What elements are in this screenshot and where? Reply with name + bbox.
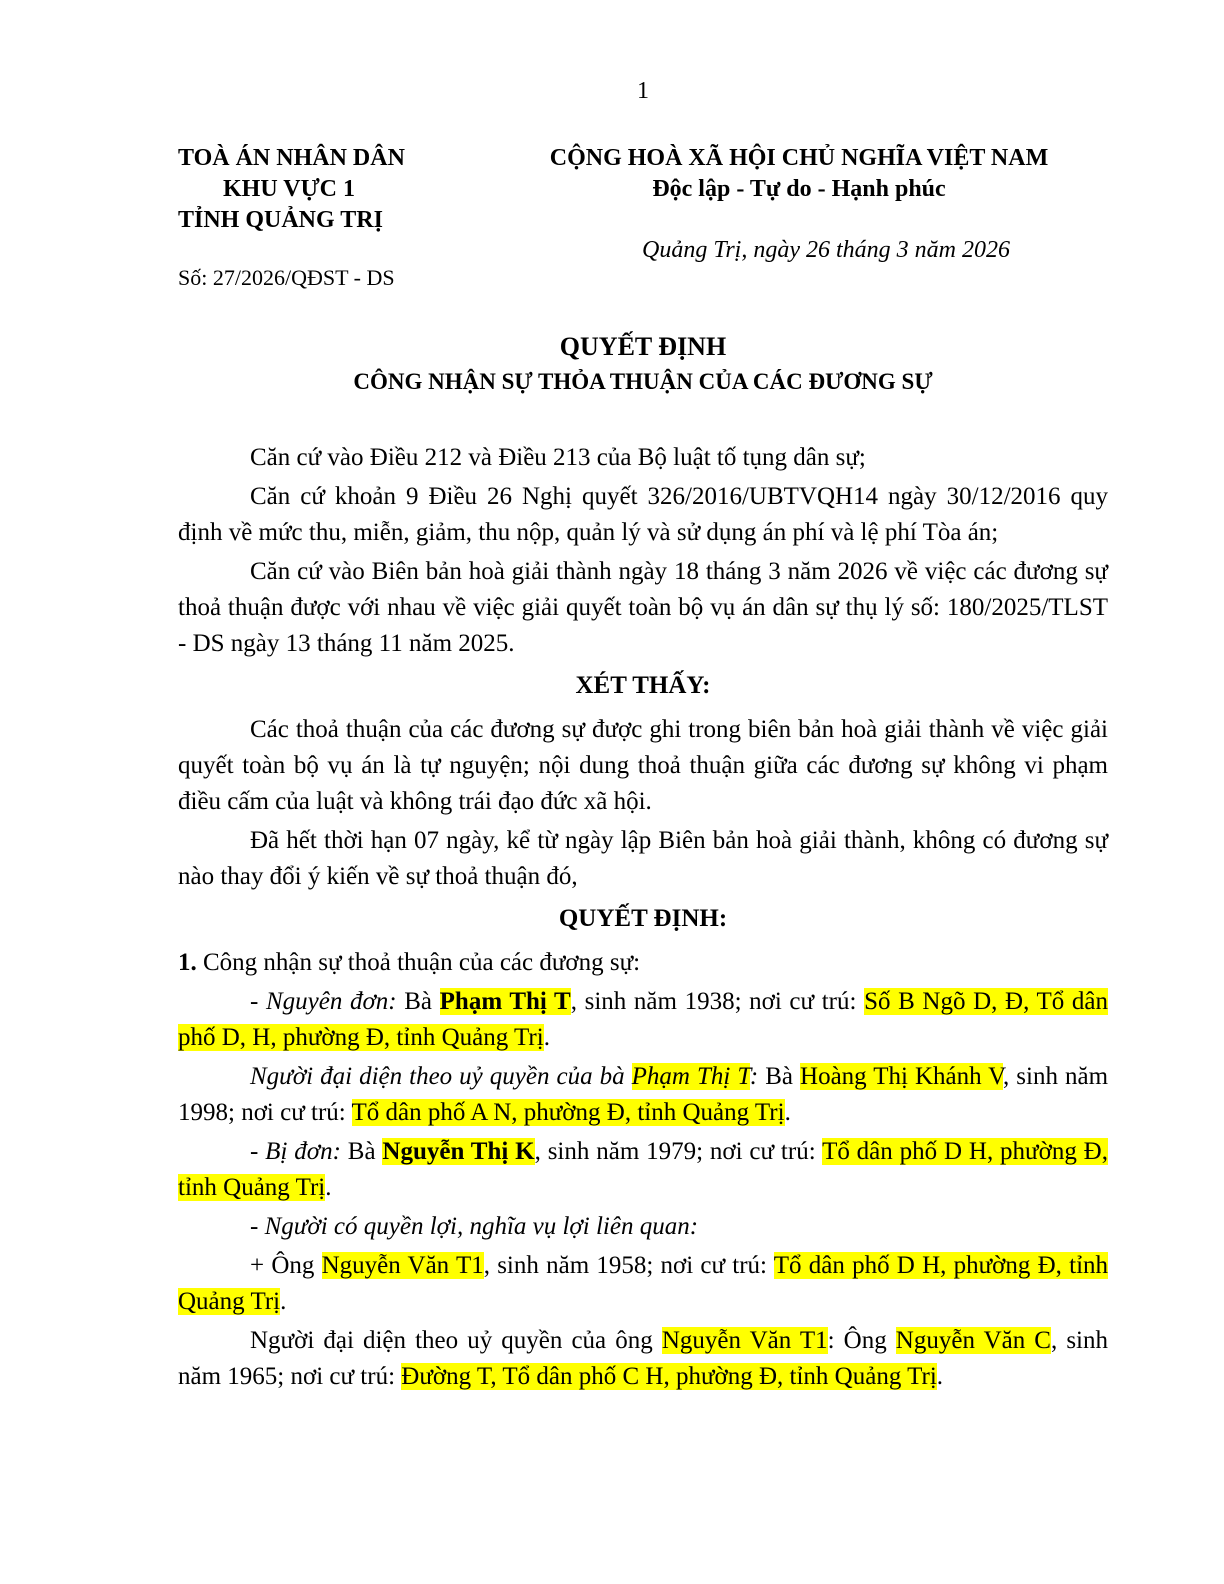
issue-date: Quảng Trị, ngày 26 tháng 3 năm 2026 [641, 237, 1010, 263]
defendant-name: Nguyễn Thị K [382, 1138, 535, 1165]
related-party-1-representative-name: Nguyễn Văn C [895, 1327, 1051, 1354]
court-header [178, 143, 405, 236]
text-span: + Ông [250, 1252, 322, 1279]
findings-heading: XÉT THẤY: [575, 672, 711, 699]
basis-paragraph-3: Căn cứ vào Biên bản hoà giải thành ngày 18 tháng 3 năm 2026 về việc các đương sự thoả thuận được với nhau về việc giải quyết toàn bộ vụ án dân sự thụ lý số: 180/2025/TLST - DS ngày 13 tháng 11 năm 2025. [178, 558, 1108, 657]
national-header [528, 143, 1070, 205]
related-party-1-representative-paragraph [178, 1323, 1108, 1395]
text-span: , sinh năm 1958; nơi cư trú: [483, 1252, 774, 1279]
decision-item-1 [178, 945, 1108, 981]
text-span: . [325, 1174, 332, 1201]
nation-name: CỘNG HOÀ XÃ HỘI CHỦ NGHĨA VIỆT NAM [549, 145, 1049, 171]
plaintiff-name: Phạm Thị T [439, 988, 571, 1015]
text-span: , sinh năm 1938; nơi cư trú: [570, 988, 865, 1015]
court-name: TOÀ ÁN NHÂN DÂN [178, 145, 405, 171]
text-span: . [543, 1024, 550, 1051]
text-span: Bà [758, 1063, 801, 1090]
plaintiff-representative-address: Tổ dân phố A N, phường Đ, tỉnh Quảng Trị [351, 1099, 785, 1126]
basis-paragraph-1: Căn cứ vào Điều 212 và Điều 213 của Bộ luật tố tụng dân sự; [250, 444, 866, 471]
text-span: : Ông [827, 1327, 896, 1354]
defendant-paragraph [178, 1134, 1108, 1206]
related-party-1-representative-address: Đường T, Tổ dân phố C H, phường Đ, tỉnh Quảng Trị [401, 1363, 937, 1390]
text-span: Bà [340, 1138, 383, 1165]
document-number: Số: 27/2026/QĐST - DS [178, 265, 395, 290]
rep-label-name: Phạm Thị T [631, 1063, 750, 1090]
plaintiff-address: Số B Ngõ D, Đ, Tổ dân phố D, H, phường Đ, tỉnh Quảng Trị [178, 988, 1108, 1051]
item-text: Công nhận sự thoả thuận của các đương sự: [196, 949, 641, 976]
rep-label-name: Nguyễn Văn T1 [661, 1327, 828, 1354]
text-span: . [936, 1363, 944, 1390]
text-span: , sinh năm 1998; nơi cư trú: [178, 1063, 1109, 1126]
rep-label: Người đại diện theo uỷ quyền của bà [250, 1063, 632, 1090]
text-span: , sinh năm 1965; nơi cư trú: [178, 1327, 1108, 1390]
plaintiff-representative-paragraph [178, 1059, 1108, 1131]
text-span: : [749, 1063, 759, 1090]
text-span: , sinh năm 1979; nơi cư trú: [534, 1138, 823, 1165]
defendant-label: - Bị đơn: [250, 1138, 341, 1165]
related-party-1-name: Nguyễn Văn T1 [321, 1252, 484, 1279]
document-body [178, 440, 1108, 1398]
plaintiff-representative-name: Hoàng Thị Khánh V [800, 1063, 1004, 1090]
plaintiff-paragraph [178, 984, 1108, 1056]
basis-paragraph-2: Căn cứ khoản 9 Điều 26 Nghị quyết 326/2016/UBTVQH14 ngày 30/12/2016 quy định về mức thu, miễn, giảm, thu nộp, quản lý và sử dụng án phí và lệ phí Tòa án; [178, 483, 1108, 546]
court-region: KHU VỰC 1 [223, 176, 355, 202]
findings-paragraph-2: Đã hết thời hạn 07 ngày, kể từ ngày lập Biên bản hoà giải thành, không có đương sự nào thay đổi ý kiến về sự thoả thuận đó, [178, 827, 1108, 890]
defendant-address: Tổ dân phố D H, phường Đ, tỉnh Quảng Trị [178, 1138, 1108, 1201]
page-number: 1 [637, 78, 649, 104]
related-parties-heading: - Người có quyền lợi, nghĩa vụ lợi liên quan: [250, 1213, 699, 1240]
text-span: . [784, 1099, 791, 1126]
findings-paragraph-1: Các thoả thuận của các đương sự được ghi trong biên bản hoà giải thành về việc giải quyết toàn bộ vụ án là tự nguyện; nội dung thoả thuận giữa các đương sự không vi phạm điều cấm của luật và không trái đạo đức xã hội. [178, 716, 1108, 815]
related-party-1-paragraph [178, 1248, 1108, 1320]
document-title: QUYẾT ĐỊNH [559, 332, 727, 361]
item-number: 1. [178, 949, 197, 976]
decision-heading: QUYẾT ĐỊNH: [558, 905, 728, 932]
text-span: . [280, 1288, 287, 1315]
text-span: Người đại diện theo uỷ quyền của ông [250, 1327, 662, 1354]
nation-motto: Độc lập - Tự do - Hạnh phúc [652, 176, 946, 202]
plaintiff-label: - Nguyên đơn: [250, 988, 397, 1015]
document-subtitle: CÔNG NHẬN SỰ THỎA THUẬN CỦA CÁC ĐƯƠNG SỰ [353, 369, 933, 394]
related-party-1-address: Tổ dân phố D H, phường Đ, tỉnh Quảng Trị [178, 1252, 1109, 1315]
text-span: Bà [396, 988, 440, 1015]
court-province: TỈNH QUẢNG TRỊ [178, 207, 383, 233]
